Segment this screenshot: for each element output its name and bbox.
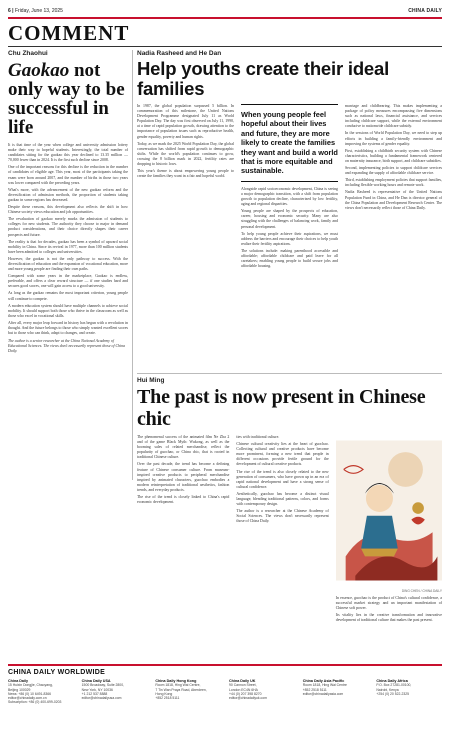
right-top-col-2	[241, 104, 338, 271]
right-bottom-paragraph: Over the past decade, the trend has become a defining feature of Chinese consumer culture. From museum-inspired creative products to peripheral merchandise inspired by animated characters, guochao embodies a modern reinterpretation of traditional aesthetics, fashion trends, and everyday products.	[137, 462, 230, 492]
footer-office-line: Room 1818, Hing Wai Centre	[302, 683, 347, 688]
right-bottom-paragraph: The rise of the trend is closely linked to China's rapid economic development.	[137, 495, 230, 505]
footer-office-heading: China Daily UK	[229, 679, 256, 683]
footer-office	[376, 679, 442, 705]
footer-office-line: Nairobi, Kenya	[376, 687, 399, 692]
left-article-body	[8, 143, 128, 336]
footer-office-line: Beijing 100029	[8, 687, 31, 692]
right-bottom-paragraph: ties with traditional culture.	[236, 435, 280, 439]
footer-office	[82, 679, 148, 705]
illustration-credit: DING CHEN / CHINA DAILY	[401, 589, 442, 593]
footer-office-line: +44 (0) 207 398 8270	[229, 691, 262, 696]
footer	[8, 664, 442, 742]
footer-office-line: New York, NY 10036	[81, 687, 113, 692]
footer-office-line: editor@chinadaily.com.cn	[8, 696, 47, 701]
footer-office	[229, 679, 295, 705]
footer-office-heading: China Daily Hong Kong	[155, 679, 197, 683]
left-article-paragraph: One of the important reasons for this decline is the reduction in the number of candidates of eligible age. This year, most of the participants taking the exam were born around 2007, and the number of births in those two years was lower compared with the preceding years.	[8, 165, 128, 185]
pull-quote: When young people feel hopeful about their lives and future, they are more likely to create the families they want and build a world that is more equitable and sustainable.	[241, 104, 338, 182]
right-top-paragraph: Second, implementing policies to support childcare services and expanding the supply of affordable childcare service.	[345, 166, 442, 176]
left-article-paragraph: Compared with some years in the marketplace, Gaokao is endless, preferable, and offers a clear reward structure — if one studies hard and secures good scores, one will gain access to a good university.	[8, 274, 128, 289]
right-top-col-2-body	[241, 187, 338, 269]
right-top-col-3	[345, 104, 442, 271]
footer-office	[303, 679, 369, 705]
right-bottom-side-paragraph: Its vitality lies in the creative transformation and innovative development of traditional culture that makes the past present.	[335, 613, 442, 623]
right-bottom-title: The past is now present in Chinese chic	[137, 386, 426, 430]
right-bottom-col-3	[336, 435, 442, 625]
right-top-paragraph: In the sessions of World Population Day, we need to step up efforts in building a family-friendly environment and improving the systems of gender equality.	[345, 131, 442, 146]
left-article-title	[8, 61, 128, 137]
footer-office	[155, 679, 221, 705]
right-bottom-paragraph: The author is a researcher at the Chinese Academy of Social Sciences. The views don't necessarily represent those of China Daily.	[236, 509, 329, 524]
footer-office-line: 90 Cannon Street,	[229, 683, 257, 688]
right-bottom-paragraph: The rise of the trend is also closely related to the new generation of consumers, who have grown up in an era of rapid national development and have a strong sense of cultural confidence.	[236, 469, 329, 489]
right-top-paragraph: This year's theme is about empowering young people to create the families they want in a fair and hopeful world.	[137, 169, 234, 179]
left-article-paragraph: What's more, with the advancement of the new gaokao reform and the diversification of admission methods, the proportion of students taking gaokao in some regions has decreased.	[8, 187, 128, 202]
right-bottom-side-paragraph: In essence, guochao is the product of China's cultural confidence, a successful market strategy and an important manifestation of Chinese soft power.	[335, 596, 442, 611]
footer-office-heading: China Daily	[8, 679, 29, 683]
right-top-paragraph: Young people are shaped by the prospects of education, career, housing and economic security. Many are also struggling with the challenges of balancing work, family and personal development.	[241, 209, 338, 229]
column-divider	[132, 50, 133, 480]
footer-office-line: 15 Huixin Dongjie, Chaoyang,	[8, 683, 53, 688]
left-article-paragraph: The reality is that for decades, gaokao has been a symbol of upward social mobility in China. Since its revival in 1977, more than 100 million students have been admitted to colleges and universities.	[8, 239, 128, 254]
left-article-paragraph: As long as the gaokao remains the most important criterion, young people will continue to compete.	[8, 291, 128, 301]
page-header	[8, 6, 442, 16]
footer-office-line: 1500 Broadway, Suite 2800,	[81, 683, 125, 688]
footer-office-line: +1 212 537 8888	[81, 691, 108, 696]
left-article-paragraph: A modern education system should have multiple channels to achieve social mobility. It should support both those who thrive in the classroom as well as those who excel in vocational skills.	[8, 303, 128, 318]
right-bottom-paragraph: Chinese cultural creativity lies at the heart of guochao. Collecting cultural and creative products have become more prominent, forming a new trend that people in different occasions provide fertile ground for the development of cultural creative products.	[236, 442, 329, 467]
left-article	[8, 50, 128, 480]
right-bottom-col-1	[137, 435, 229, 625]
footer-columns	[8, 679, 442, 705]
footer-office-line: Subscription: +86 (0) 400-699-0203	[8, 700, 62, 705]
article-divider	[137, 373, 442, 374]
footer-office-line: Hong Kong	[155, 691, 173, 696]
right-bottom-paragraph: Aesthetically, guochao has become a distinct visual language, blending traditional patterns, colors, and forms with contemporary design.	[236, 491, 329, 507]
right-bottom-side-text	[336, 596, 442, 623]
right-top-author: Nadia Rasheed and He Dan	[137, 50, 222, 57]
right-top-article	[137, 50, 442, 370]
left-article-paragraph: The revaluation of gaokao merely marks the admission of students to colleges for new students. The authority they choose to major in demand product considerations, and their choice directly shapes their career prospects and future.	[8, 217, 128, 237]
footer-office-line: +852 2518 5111	[302, 687, 327, 692]
right-bottom-author: Hui Ming	[137, 377, 165, 384]
header-rule	[8, 17, 442, 19]
right-bottom-col-2	[236, 435, 328, 625]
right-top-paragraph: First, establishing a childbirth security system with Chinese characteristics, building a fundamental framework centered on maternity insurance, birth support, and childcare subsidies.	[345, 148, 442, 163]
footer-office-line: Room 1818, Hing Wai Centre,	[155, 683, 201, 688]
footer-office-line: editor@chinadailyasia.com	[302, 691, 344, 696]
right-bottom-article	[137, 377, 442, 657]
footer-office-line: News: +86 (0) 10 6491-8366	[8, 691, 52, 696]
footer-office-heading: China Daily USA	[81, 679, 111, 683]
left-title-rest: not only way to be successful in life	[8, 60, 125, 138]
footer-office	[8, 679, 74, 705]
page-number-date: 6 | Friday, June 13, 2025	[8, 8, 63, 14]
footer-office-line: +852 2518 5111	[155, 696, 180, 701]
right-bottom-paragraph: The phenomenal success of the animated film Ne Zha 2 and of the game Black Myth: Wukong, as well as the booming sales of related merchandise, reflect the popularity of guochao, or China chic, that is rooted in traditional Chinese culture.	[137, 435, 230, 460]
right-top-paragraph: Nadia Rasheed is representative of the United Nations Population Fund in China, and He Dan is director general of the China Population and Development Research Center. The views don't necessarily reflect those of China Daily.	[345, 190, 442, 210]
right-top-col-1	[137, 104, 234, 271]
footer-office-line: P.O. Box 27281-00100,	[376, 683, 412, 688]
left-article-paragraph: It is that time of the year when college and university admission lottery make their way to hopeful students. Interestingly, the total number of candidates sitting for the gaokao this year declined to 13.35 million — 70,000 fewer than in 2024. It is the first such decline since 2008.	[8, 143, 128, 163]
footer-office-heading: China Daily Asia Pacific	[302, 679, 345, 683]
guochao-illustration	[336, 438, 442, 583]
right-top-paragraph: Today, as we mark the 2025 World Population Day, the global conversation has shifted from rapid growth to demographic shifts. While the world's population continues to grow, crossing the 8 billion mark in 2022, fertility rates are dropping to historic lows.	[137, 141, 234, 167]
footer-logo: CHINA DAILY WORLDWIDE	[8, 669, 106, 676]
right-top-paragraph: In 1987, the global population surpassed 5 billion. In commemoration of this milestone, the United Nations Development Programme designated July 11 as World Population Day. The day was first observed on July 11, 1990, at a time of rapid population growth, drawing attention to the importance of population issues such as reproductive health, gender equality, poverty and human rights.	[137, 104, 234, 139]
left-article-paragraph: Despite these reasons, this development also reflects the shift in how Chinese society views education and job opportunities.	[8, 205, 128, 215]
right-top-paragraph: Third, establishing employment policies that support families, including flexible working hours and remote work.	[345, 178, 442, 188]
left-title-italic: Gaokao	[8, 60, 70, 81]
right-top-paragraph: To help young people achieve their aspirations, we must address the barriers and encourage their choices to help youth realize their fertility aspirations.	[241, 231, 338, 246]
footer-office-line: editor@chinadailyuk.com	[229, 696, 267, 701]
right-top-title: Help youths create their ideal families	[137, 58, 390, 99]
left-article-paragraph: However, the gaokao is not the only pathway to success. With the diversification of education and the expansion of vocational education, more and more young people are finding their own paths.	[8, 256, 128, 272]
footer-office-line: London EC4N 6HA	[229, 687, 258, 692]
masthead-brand: CHINA DAILY	[408, 8, 442, 14]
footer-office-line: editor@chinadailyusa.com	[81, 696, 122, 701]
footer-office-line: 7 Tin Wan Praya Road, Aberdeen,	[155, 687, 207, 692]
left-article-author: Chu Zhaohui	[8, 50, 48, 57]
right-top-paragraph: Alongside rapid socioeconomic development, China is seeing a major demographic transition, with a shift from population growth to population decline, characterized by low fertility, aging and regional disparities.	[241, 186, 338, 207]
section-title: COMMENT	[8, 21, 130, 45]
section-rule	[8, 46, 442, 47]
footer-office-heading: China Daily Africa	[376, 679, 408, 683]
left-article-note: The author is a senior researcher at the China National Academy of Educational Sciences. The views don't necessarily represent those of China Daily.	[8, 339, 126, 354]
left-article-paragraph: After all, every major leap forward in history has begun with a revolution in thought. And the future belongs to those who simply wanted excellent scores but to those who can think, adapt to changes, and create.	[8, 320, 128, 336]
right-top-paragraph: The solutions include: making parenthood accessible and affordable; affordable childcare and paid leave for all caretakers; enabling young people to build secure jobs and affordable housing.	[241, 248, 338, 269]
footer-office-line: +254 (0) 20 522-2325	[376, 691, 410, 696]
right-top-paragraph: marriage and childbearing. This makes implementing a package of policy measures encompassing five dimensions such as national laws, financial assistance, and services including childcare support, while the external environment conducive to nationwide childcare subsidy.	[345, 104, 442, 129]
